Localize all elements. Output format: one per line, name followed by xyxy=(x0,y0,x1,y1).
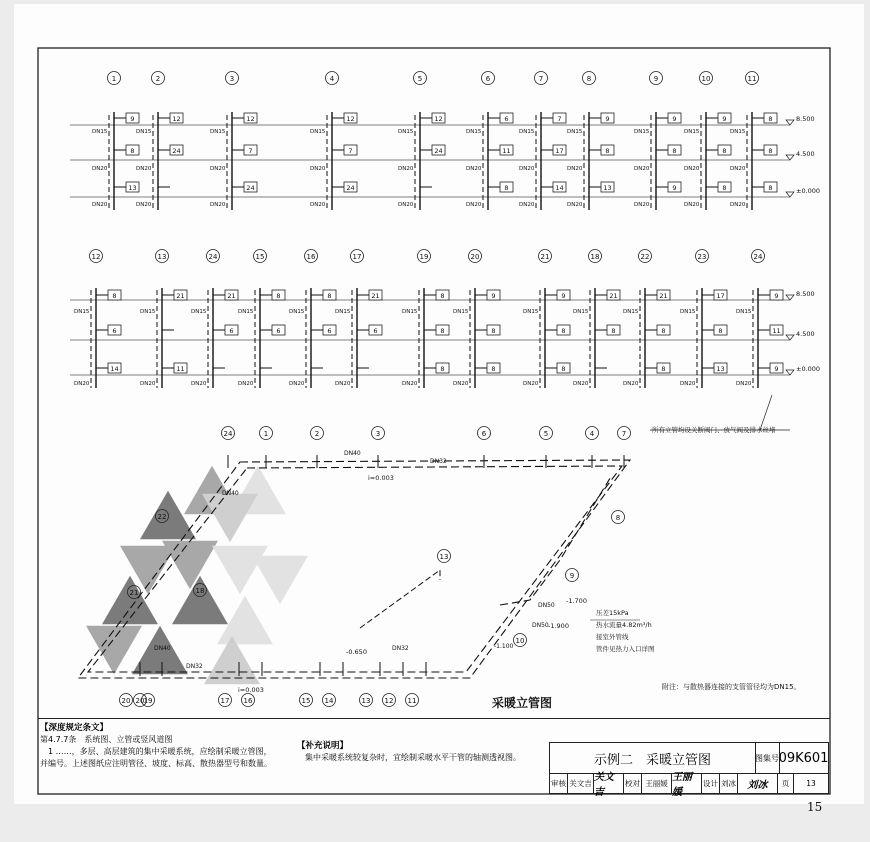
pipe-size-label: DN20 xyxy=(634,202,650,208)
pipe-size-label: DN15 xyxy=(402,309,418,315)
riser-number-label: 8 xyxy=(586,75,592,83)
pipe-size-label: DN15 xyxy=(466,129,482,135)
radiator-count: 8 xyxy=(611,327,616,335)
pipe-size-label: DN20 xyxy=(523,381,539,387)
radiator-count: 8 xyxy=(276,292,281,300)
radiator-count: 24 xyxy=(434,147,443,155)
radiator-count: 8 xyxy=(491,365,496,373)
pipe-size-label: DN15 xyxy=(140,309,156,315)
riser-number-label: 24 xyxy=(208,253,218,261)
pipe-size-label: DN15 xyxy=(736,309,752,315)
pipe-size-label: DN20 xyxy=(310,166,326,172)
riser-number-label: 5 xyxy=(543,430,549,438)
checker-signature: 王丽媛 xyxy=(672,773,702,793)
radiator-count: 8 xyxy=(327,292,332,300)
riser-number-label: 11 xyxy=(407,697,417,705)
checker-name: 王丽媛 xyxy=(642,773,672,793)
pipe-size-label: DN20 xyxy=(136,166,152,172)
riser-number-label: 8 xyxy=(615,514,621,522)
elevation-label: 8.500 xyxy=(796,290,815,298)
depth-regulation-heading: 【深度规定条文】 xyxy=(40,723,109,733)
riser-number-label: 20 xyxy=(135,697,145,705)
radiator-count: 8 xyxy=(440,365,445,373)
pipe-size-label: DN15 xyxy=(523,309,539,315)
riser-number-label: 4 xyxy=(589,430,595,438)
riser-number-label: 20 xyxy=(121,697,131,705)
supplementary-note xyxy=(297,740,537,764)
pipe-size-label: DN20 xyxy=(453,381,469,387)
pipe-size-label: DN15 xyxy=(92,129,108,135)
riser-number-label: 23 xyxy=(697,253,707,261)
radiator-count: 8 xyxy=(504,184,509,192)
radiator-count: 9 xyxy=(672,184,677,192)
designer-name: 刘冰 xyxy=(720,773,738,793)
radiator-count: 9 xyxy=(672,115,677,123)
radiator-count: 13 xyxy=(128,184,137,192)
riser-number-label: 15 xyxy=(301,697,311,705)
pipe-size-label: DN15 xyxy=(519,129,535,135)
riser-number-label: 18 xyxy=(590,253,600,261)
supply-info-line: 压差15kPa xyxy=(596,609,629,617)
riser-number-label: 16 xyxy=(306,253,316,261)
radiator-count: 11 xyxy=(772,327,781,335)
pipe-size-label: DN20 xyxy=(736,381,752,387)
radiator-count: 8 xyxy=(768,147,773,155)
pipe-size-label: DN15 xyxy=(310,129,326,135)
atlas-label: 图集号 xyxy=(755,743,780,774)
radiator-count: 6 xyxy=(276,327,281,335)
radiator-count: 8 xyxy=(768,115,773,123)
pipe-size-label: DN20 xyxy=(684,166,700,172)
pipe-size-label: DN20 xyxy=(191,381,207,387)
radiator-count: 8 xyxy=(561,327,566,335)
radiator-count: 14 xyxy=(555,184,564,192)
pipe-size-label: DN20 xyxy=(335,381,351,387)
pipe-size-label: DN20 xyxy=(238,381,254,387)
pipe-size-label: DN50 xyxy=(538,602,555,609)
pipe-size-label: DN15 xyxy=(573,309,589,315)
radiator-count: 12 xyxy=(346,115,355,123)
supplementary-heading: 【补充说明】 xyxy=(297,741,349,751)
pipe-size-label: DN20 xyxy=(519,166,535,172)
radiator-count: 21 xyxy=(227,292,236,300)
radiator-count: 12 xyxy=(172,115,181,123)
radiator-count: 13 xyxy=(716,365,725,373)
depth-regulation xyxy=(40,722,290,770)
pipe-size-label: DN20 xyxy=(289,381,305,387)
riser-number-label: 2 xyxy=(155,75,161,83)
radiator-count: 8 xyxy=(491,327,496,335)
radiator-count: 7 xyxy=(557,115,562,123)
pipe-size-label: DN15 xyxy=(335,309,351,315)
riser-number-label: 10 xyxy=(701,75,711,83)
elevation-label: 4.500 xyxy=(796,330,815,338)
pipe-size-label: DN15 xyxy=(238,309,254,315)
page-label: 页 xyxy=(778,773,794,793)
radiator-count: 7 xyxy=(248,147,253,155)
atlas-number: 09K601 xyxy=(779,743,828,774)
radiator-count: 12 xyxy=(434,115,443,123)
signature-row xyxy=(550,772,828,798)
pipe-size-label: DN20 xyxy=(92,166,108,172)
pipe-size-label: DN20 xyxy=(730,202,746,208)
pipe-size-label: DN15 xyxy=(210,129,226,135)
riser-number-label: 1 xyxy=(263,430,269,438)
pipe-size-label: DN15 xyxy=(136,129,152,135)
riser-number-label: 13 xyxy=(439,553,449,561)
pipe-size-label: DN20 xyxy=(684,202,700,208)
pipe-size-label: DN15 xyxy=(684,129,700,135)
riser-number-label: 21 xyxy=(129,589,139,597)
radiator-count: 17 xyxy=(716,292,725,300)
reviewer-signature: 关文吉 xyxy=(594,773,624,793)
radiator-count: 8 xyxy=(718,327,723,335)
pipe-size-label: DN50 xyxy=(532,622,549,629)
pipe-size-label: DN20 xyxy=(92,202,108,208)
pipe-size-label: DN15 xyxy=(634,129,650,135)
pipe-size-label: DN20 xyxy=(730,166,746,172)
radiator-count: 6 xyxy=(373,327,378,335)
radiator-count: 9 xyxy=(774,292,779,300)
radiator-count: 24 xyxy=(346,184,355,192)
reviewer-label: 审核 xyxy=(550,773,568,793)
title-block xyxy=(549,742,829,798)
radiator-count: 8 xyxy=(722,147,727,155)
pipe-size-label: DN20 xyxy=(398,166,414,172)
riser-number-label: 2 xyxy=(314,430,320,438)
riser-number-label: 12 xyxy=(91,253,101,261)
pipe-size-label: DN15 xyxy=(730,129,746,135)
pipe-size-label: DN15 xyxy=(453,309,469,315)
riser-number-label: 6 xyxy=(481,430,487,438)
riser-number-label: 15 xyxy=(255,253,265,261)
pipe-size-label: DN20 xyxy=(310,202,326,208)
pipe-size-label: DN15 xyxy=(289,309,305,315)
radiator-count: 6 xyxy=(229,327,234,335)
depth-regulation-line: 第4.7.7条 系统图、立管或竖风道图 xyxy=(40,735,173,744)
riser-number-label: 22 xyxy=(157,513,167,521)
radiator-count: 8 xyxy=(768,184,773,192)
radiator-count: 21 xyxy=(176,292,185,300)
radiator-count: 6 xyxy=(327,327,332,335)
riser-number-label: 19 xyxy=(143,697,153,705)
supplementary-line: 集中采暖系统较复杂时，宜绘制采暖水平干管的轴测透视图。 xyxy=(305,753,521,762)
pipe-size-label: DN15 xyxy=(74,309,90,315)
pipe-size-label: DN20 xyxy=(466,202,482,208)
riser-number-label: 22 xyxy=(640,253,650,261)
radiator-count: 8 xyxy=(605,147,610,155)
outer-page-number: 15 xyxy=(807,800,823,814)
elevation-label: -1.900 xyxy=(548,622,569,630)
radiator-count: 14 xyxy=(110,365,119,373)
pipe-size-label: DN20 xyxy=(398,202,414,208)
radiator-count: 9 xyxy=(491,292,496,300)
radiator-count: 8 xyxy=(130,147,135,155)
riser-number-label: 7 xyxy=(621,430,627,438)
pipe-size-label: DN20 xyxy=(466,166,482,172)
pipe-size-label: DN32 xyxy=(430,458,447,465)
pipe-size-label: DN15 xyxy=(398,129,414,135)
elevation-label: 4.500 xyxy=(796,150,815,158)
riser-number-label: 13 xyxy=(361,697,371,705)
designer-signature: 刘冰 xyxy=(738,773,778,793)
diagram-note: 附注：与散热器连接的支管管径均为DN15。 xyxy=(662,683,801,691)
radiator-count: 11 xyxy=(502,147,511,155)
pipe-size-label: DN15 xyxy=(680,309,696,315)
radiator-count: 9 xyxy=(774,365,779,373)
radiator-count: 8 xyxy=(661,365,666,373)
riser-number-label: 4 xyxy=(329,75,335,83)
radiator-count: 13 xyxy=(603,184,612,192)
riser-number-label: 18 xyxy=(195,587,205,595)
pipe-size-label: DN32 xyxy=(392,645,409,652)
riser-number-label: 10 xyxy=(515,637,525,645)
pipe-size-label: DN15 xyxy=(623,309,639,315)
riser-number-label: 9 xyxy=(653,75,659,83)
pipe-size-label: DN20 xyxy=(402,381,418,387)
radiator-count: 24 xyxy=(172,147,181,155)
radiator-count: 8 xyxy=(112,292,117,300)
pipe-size-label: DN20 xyxy=(519,202,535,208)
radiator-count: 21 xyxy=(609,292,618,300)
radiator-count: 8 xyxy=(561,365,566,373)
riser-number-label: 21 xyxy=(540,253,550,261)
pipe-size-label: DN40 xyxy=(344,450,361,457)
radiator-count: 11 xyxy=(176,365,185,373)
pipe-size-label: DN20 xyxy=(623,381,639,387)
depth-regulation-line: 并编号。上述图纸应注明管径、坡度、标高、散热器型号和数量。 xyxy=(40,759,272,768)
riser-note: 所有立管均设关断阀门、放气阀及排水丝堵 xyxy=(652,426,776,434)
pipe-size-label: DN20 xyxy=(573,381,589,387)
riser-number-label: 20 xyxy=(470,253,480,261)
radiator-count: 9 xyxy=(130,115,135,123)
riser-number-label: 1 xyxy=(111,75,117,83)
sheet-title: 示例二 采暖立管图 xyxy=(550,743,756,774)
pipe-size-label: DN20 xyxy=(140,381,156,387)
pipe-size-label: DN32 xyxy=(186,663,203,670)
riser-number-label: 13 xyxy=(157,253,167,261)
radiator-count: 17 xyxy=(555,147,564,155)
pipe-size-label: DN15 xyxy=(191,309,207,315)
radiator-count: 24 xyxy=(246,184,255,192)
riser-number-label: 3 xyxy=(229,75,235,83)
supply-info-line: 接室外管线 xyxy=(596,633,629,641)
riser-number-label: 17 xyxy=(352,253,362,261)
pipe-size-label: DN15 xyxy=(567,129,583,135)
pipe-size-label: DN20 xyxy=(136,202,152,208)
radiator-count: 21 xyxy=(371,292,380,300)
radiator-count: 21 xyxy=(659,292,668,300)
riser-number-label: 12 xyxy=(384,697,394,705)
pipe-size-label: DN20 xyxy=(567,166,583,172)
page-number: 13 xyxy=(806,778,816,788)
depth-regulation-line: 1 ……，多层、高层建筑的集中采暖系统，应绘制采暖立管图， xyxy=(48,747,272,756)
elevation-label: -1.100 xyxy=(494,643,514,650)
pipe-size-label: DN20 xyxy=(210,166,226,172)
radiator-count: 12 xyxy=(246,115,255,123)
pipe-size-label: DN20 xyxy=(634,166,650,172)
pipe-size-label: DN20 xyxy=(567,202,583,208)
riser-number-label: 14 xyxy=(324,697,334,705)
radiator-count: 8 xyxy=(661,327,666,335)
elevation-label: 8.500 xyxy=(796,115,815,123)
riser-number-label: 5 xyxy=(417,75,423,83)
pipe-size-label: DN20 xyxy=(74,381,90,387)
radiator-count: 7 xyxy=(348,147,353,155)
riser-number-label: 7 xyxy=(538,75,544,83)
riser-number-label: 24 xyxy=(753,253,763,261)
radiator-count: 8 xyxy=(440,327,445,335)
riser-number-label: 24 xyxy=(223,430,233,438)
elevation-label: ±0.000 xyxy=(796,187,821,195)
elevation-label: ±0.000 xyxy=(796,365,821,373)
riser-number-label: 9 xyxy=(569,572,575,580)
radiator-count: 8 xyxy=(672,147,677,155)
slope-label: i=0.003 xyxy=(238,686,264,694)
pipe-size-label: DN20 xyxy=(210,202,226,208)
riser-number-label: 17 xyxy=(220,697,230,705)
radiator-count: 9 xyxy=(561,292,566,300)
radiator-count: 9 xyxy=(605,115,610,123)
radiator-count: 8 xyxy=(722,184,727,192)
reviewer-name: 关文吉 xyxy=(568,773,594,793)
radiator-count: 8 xyxy=(440,292,445,300)
riser-number-label: 3 xyxy=(375,430,381,438)
supply-info-line: 热水流量4.82m³/h xyxy=(596,621,652,629)
riser-number-label: 6 xyxy=(485,75,491,83)
pipe-size-label: DN40 xyxy=(154,645,171,652)
riser-number-label: 16 xyxy=(243,697,253,705)
pipe-size-label: DN40 xyxy=(222,490,239,497)
diagram-caption: 采暖立管图 xyxy=(492,696,553,710)
radiator-count: 6 xyxy=(504,115,509,123)
checker-label: 校对 xyxy=(624,773,642,793)
elevation-label: -0.650 xyxy=(346,648,367,656)
radiator-count: 6 xyxy=(112,327,117,335)
pipe-size-label: DN20 xyxy=(680,381,696,387)
elevation-label: -1.700 xyxy=(566,597,587,605)
slope-label: i=0.003 xyxy=(368,474,394,482)
supply-info-line: 管件见热力入口详图 xyxy=(596,645,655,653)
riser-number-label: 19 xyxy=(419,253,429,261)
riser-number-label: 11 xyxy=(747,75,757,83)
designer-label: 设计 xyxy=(702,773,720,793)
radiator-count: 9 xyxy=(722,115,727,123)
